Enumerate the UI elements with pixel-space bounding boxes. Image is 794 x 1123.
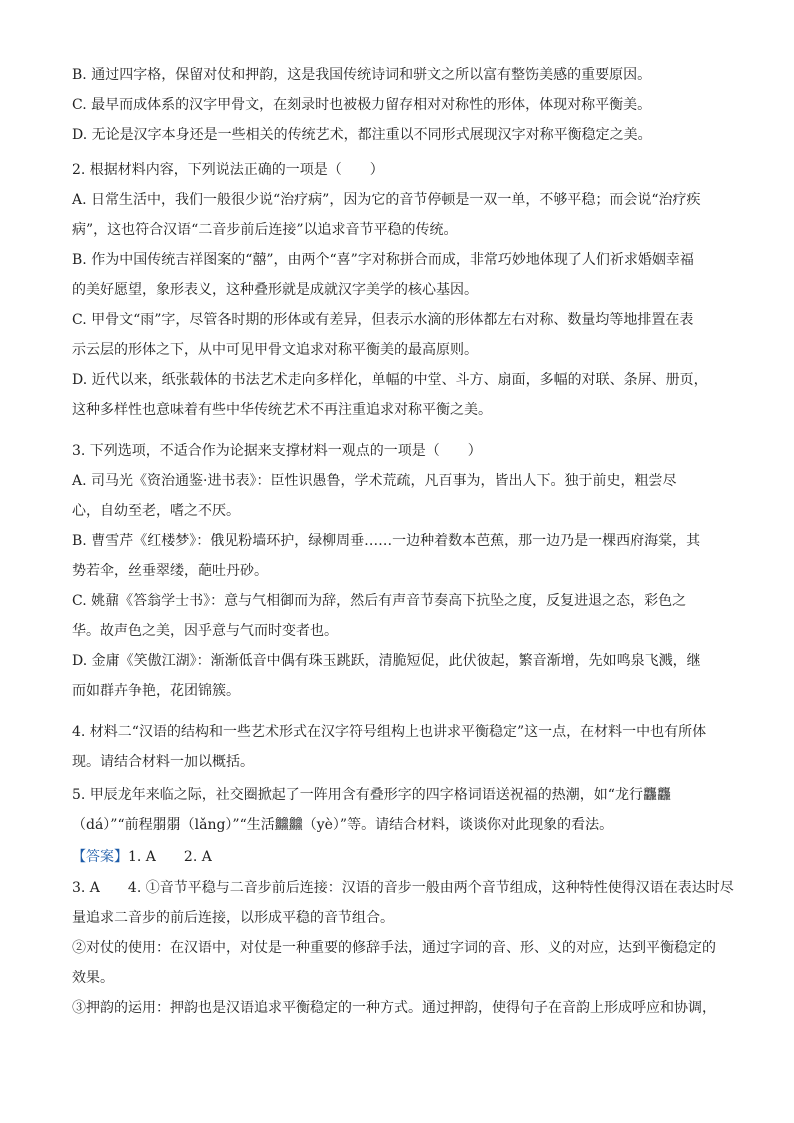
- q3-stem: 3. 下列选项，不适合作为论据来支撑材料一观点的一项是（ ）: [72, 443, 482, 459]
- q2-stem: 2. 根据材料内容，下列说法正确的一项是（ ）: [72, 162, 384, 178]
- analysis-line-1: 3. A 4. ①音节平稳与二音步前后连接：汉语的音步一般由两个音节组成，这种特性使得汉语在表达时尽: [72, 880, 734, 896]
- q3-option-b-line-2: 势若伞，丝垂翠缕，葩吐丹砂。: [72, 563, 268, 579]
- q5-line-1: 5. 甲辰龙年来临之际，社交圈掀起了一阵用含有叠形字的四字格词语送祝福的热潮，如“龙行龘龘: [72, 787, 671, 803]
- q4-line-2: 现。请结合材料一加以概括。: [72, 754, 254, 770]
- answer-section: [72, 842, 724, 872]
- q1-option-b: B. 通过四字格，保留对仗和押韵，这是我国传统诗词和骈文之所以富有整饬美感的重要原因。: [72, 67, 652, 83]
- q2-option-a-line-2: 病”，这也符合汉语“二音步前后连接”以追求音节平稳的传统。: [72, 222, 458, 238]
- q3-option-a-line-1: A. 司马光《资治通鉴·进书表》：臣性识愚鲁，学术荒疏，凡百事为，皆出人下。独于前史，粗尝尽: [72, 473, 677, 489]
- q2-option-c-line-2: 示云层的形体之下，从中可见甲骨文追求对称平衡美的最高原则。: [72, 342, 478, 358]
- question-3: [72, 436, 724, 706]
- q2-option-b-line-2: 的美好愿望，象形表义，这种叠形就是成就汉字美学的核心基因。: [72, 282, 478, 298]
- question-2: [72, 155, 724, 425]
- question-4: [72, 717, 724, 777]
- answer-tag: 【答案】: [72, 849, 128, 865]
- q1-option-d: D. 无论是汉字本身还是一些相关的传统艺术，都注重以不同形式展现汉字对称平衡稳定之美。: [72, 127, 652, 143]
- answer-line: [72, 842, 724, 872]
- analysis-section: [72, 873, 734, 1023]
- question-1-options: [72, 60, 724, 150]
- q2-option-d-line-1: D. 近代以来，纸张载体的书法艺术走向多样化，单幅的中堂、斗方、扇面，多幅的对联、条屏、册页，: [72, 372, 708, 388]
- q3-option-c-line-1: C. 姚鼐《答翁学士书》：意与气相御而为辞，然后有声音节奏高下抗坠之度，反复进退之态，彩色之: [72, 593, 687, 609]
- q2-option-d-line-2: 这种多样性也意味着有些中华传统艺术不再注重追求对称平衡之美。: [72, 402, 492, 418]
- q2-option-c-line-1: C. 甲骨文“雨”字，尽管各时期的形体或有差异，但表示水滴的形体都左右对称、数量均等地排置在表: [72, 312, 694, 328]
- question-5: [72, 780, 724, 840]
- q3-option-c-line-2: 华。故声色之美，因乎意与气而时变者也。: [72, 623, 338, 639]
- q2-option-b-line-1: B. 作为中国传统吉祥图案的“囍”，由两个“喜”字对称拼合而成，非常巧妙地体现了人们祈求婚姻幸福: [72, 252, 694, 268]
- analysis-line-5: ③押韵的运用：押韵也是汉语追求平衡稳定的一种方式。通过押韵，使得句子在音韵上形成呼应和协调，: [72, 1000, 716, 1016]
- analysis-line-3: ②对仗的使用：在汉语中，对仗是一种重要的修辞手法，通过字词的音、形、义的对应，达到平衡稳定的: [72, 940, 716, 956]
- analysis-line-2: 量追求二音步的前后连接，以形成平稳的音节组合。: [72, 910, 394, 926]
- q3-option-b-line-1: B. 曹雪芹《红楼梦》：俄见粉墙环护，绿柳周垂……一边种着数本芭蕉，那一边乃是一棵西府海棠，其: [72, 533, 701, 549]
- q3-option-d-line-1: D. 金庸《笑傲江湖》：渐渐低音中偶有珠玉跳跃，清脆短促，此伏彼起，繁音渐增，先如鸣泉飞溅，继: [72, 653, 701, 669]
- q4-line-1: 4. 材料二“汉语的结构和一些艺术形式在汉字符号组构上也讲求平衡稳定”这一点，在材料一中也有所体: [72, 724, 707, 740]
- q3-option-d-line-2: 而如群卉争艳，花团锦簇。: [72, 683, 240, 699]
- q1-option-c: C. 最早而成体系的汉字甲骨文，在刻录时也被极力留存相对对称性的形体，体现对称平衡美。: [72, 97, 652, 113]
- q5-line-2: （dá）”“前程朤朤（lǎng）”“生活䲜䲜（yè）”等。请结合材料，谈谈你对此现象的看法。: [72, 817, 614, 833]
- q2-option-a-line-1: A. 日常生活中，我们一般很少说“治疗病”，因为它的音节停顿是一双一单，不够平稳；而会说“治疗疾: [72, 192, 701, 208]
- answer-items: 1. A 2. A: [128, 849, 212, 865]
- q3-option-a-line-2: 心，自幼至老，嗜之不厌。: [72, 503, 240, 519]
- analysis-line-4: 效果。: [72, 970, 114, 986]
